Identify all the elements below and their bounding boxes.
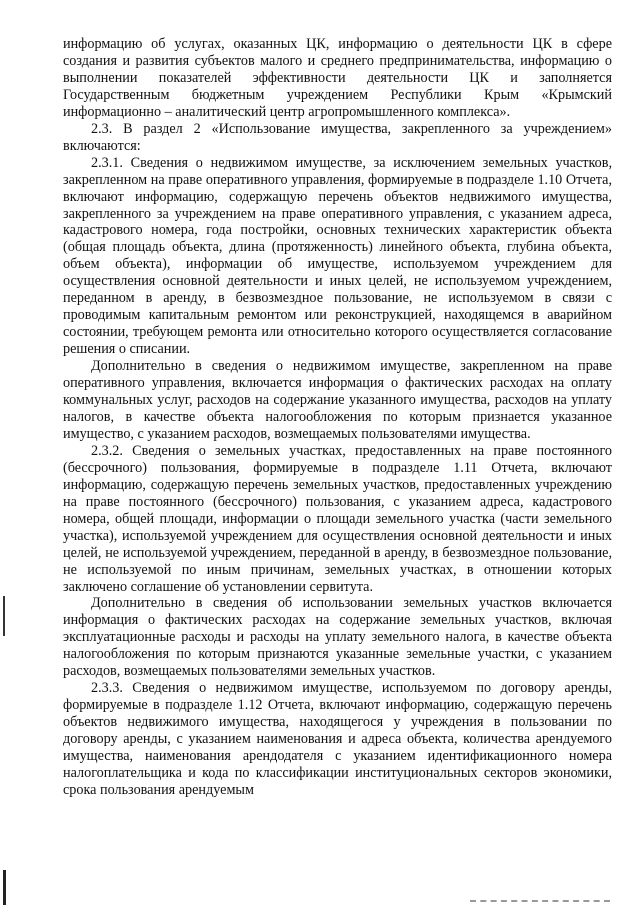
scan-edge-mark xyxy=(470,900,610,902)
scan-margin-mark xyxy=(3,596,5,636)
paragraph-section-2-3: 2.3. В раздел 2 «Использование имущества, закрепленного за учреждением» включаются: xyxy=(63,120,612,154)
paragraph-continuation: информацию об услугах, оказанных ЦК, информацию о деятельности ЦК в сфере создания и развития субъектов малого и среднего предпринимательства, информацию о выполнении показателей эффективности деятельности ЦК и заполняется Государственным бюджетным учреждением Республики Крым «Крымский информационно – аналитический центр агропромышленного комплекса». xyxy=(63,36,612,120)
paragraph-2-3-1-additional: Дополнительно в сведения о недвижимом имуществе, закрепленном на праве оперативного управления, включается информация о фактических расходах на оплату коммунальных услуг, расходов на содержание указанного имущества, расходов на уплату налогов, в качестве объекта налогообложения по которым признается указанное имущество, с указанием расходов, возмещаемых пользователями имущества. xyxy=(63,358,612,442)
paragraph-2-3-1: 2.3.1. Сведения о недвижимом имуществе, за исключением земельных участков, закрепленном на праве оперативного управления, формируемые в подразделе 1.10 Отчета, включают информацию, содержащую перечень объектов недвижимого имущества, закрепленного за учреждением на праве оперативного управления, с указанием адреса, кадастрового номера, года постройки, основных технических характеристик объекта (общая площадь объекта, длина (протяженность) линейного объекта, глубина объекта, объем объекта), информации об имуществе, используемом учреждением для осуществления основной деятельности и иных целей, не используемом учреждением, переданном в аренду, в безвозмездное пользование, не используемом в связи с проводимым капитальным ремонтом или реконструкцией, находящемся в аварийном состоянии, требующем ремонта или относительно которого осуществляется согласование решения о списании. xyxy=(63,154,612,358)
paragraph-2-3-2-additional: Дополнительно в сведения об использовании земельных участков включается информация о фактических расходах на содержание земельных участков, включая эксплуатационные расходы и расходы на уплату земельного налога, в качестве объекта налогообложения по которым признаются указанные земельные участки, с указанием расходов, возмещаемых пользователями земельных участков. xyxy=(63,595,612,680)
scan-margin-mark-bottom xyxy=(3,870,6,905)
document-body xyxy=(63,36,612,799)
paragraph-2-3-2: 2.3.2. Сведения о земельных участках, предоставленных на праве постоянного (бессрочного) пользования, формируемые в подразделе 1.11 Отчета, включают информацию, содержащую перечень земельных участков, предоставленных учреждению на праве постоянного (бессрочного) пользования, с указанием адреса, кадастрового номера, общей площади, информации о площади земельного участка (части земельного участка), используемой учреждением для осуществления основной деятельности и иных целей, не используемой учреждением, переданной в аренду, в безвозмездное пользование, не используемой по иным причинам, земельных участках, в отношении которых заключено соглашение об установлении сервитута. xyxy=(63,442,612,595)
paragraph-2-3-3: 2.3.3. Сведения о недвижимом имуществе, используемом по договору аренды, формируемые в подразделе 1.12 Отчета, включают информацию, содержащую перечень объектов недвижимого имущества, находящегося у учреждения в пользовании по договору аренды, с указанием наименования и адреса объекта, количества арендуемого имущества, наименования арендодателя с указанием идентификационного номера налогоплательщика и кода по классификации институциональных секторов экономики, срока пользования арендуемым xyxy=(63,680,612,798)
